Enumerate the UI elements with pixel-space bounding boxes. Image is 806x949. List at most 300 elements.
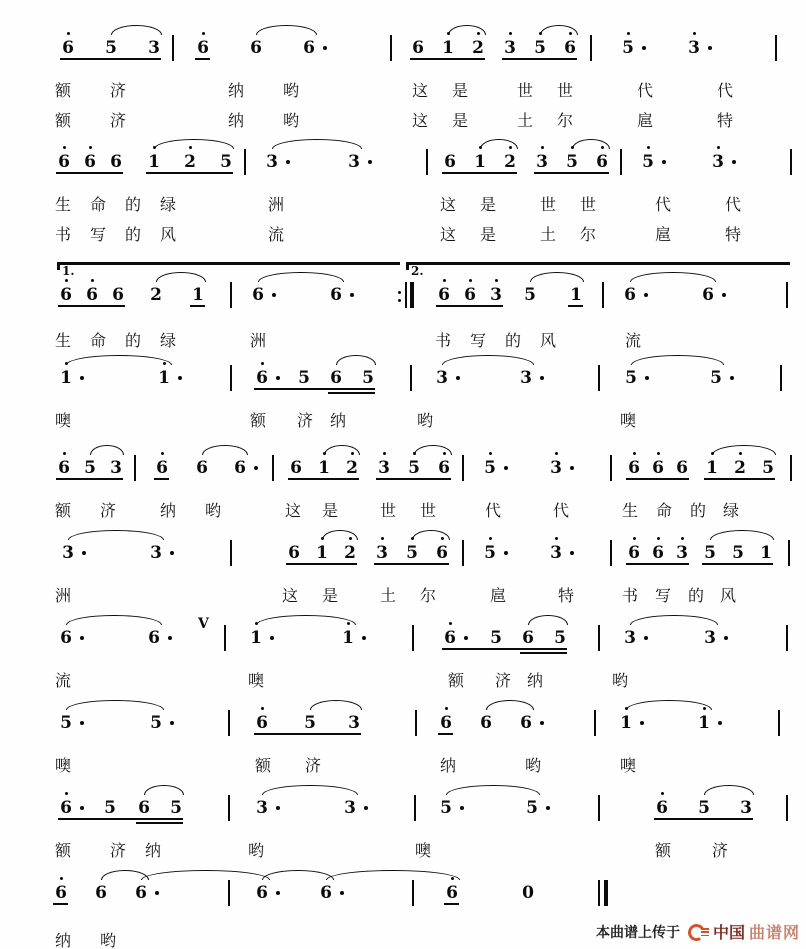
final-barline-thin	[598, 880, 600, 906]
slur-arc	[712, 445, 776, 455]
slur-arc	[154, 139, 234, 149]
note-glyph: 1	[570, 285, 582, 305]
duration-dot	[718, 721, 722, 725]
octave-dot	[657, 452, 660, 455]
slur-arc	[486, 700, 534, 710]
octave-dot	[89, 146, 92, 149]
duration-dot	[504, 551, 508, 555]
octave-dot	[717, 146, 720, 149]
duration-dot	[350, 293, 354, 297]
note-glyph: 3	[621, 628, 639, 648]
note-glyph: 3	[487, 285, 505, 305]
note-glyph: 2	[731, 458, 749, 478]
lyric-char: 额	[255, 756, 272, 775]
octave-dot	[261, 707, 264, 710]
lyric-char: 世	[380, 501, 397, 520]
lyric-char: 这	[440, 195, 457, 214]
volta-label: 2.	[411, 264, 424, 278]
note-glyph: 1	[617, 713, 635, 733]
note-glyph: 3	[673, 543, 691, 563]
lyric-char: 额	[250, 411, 267, 430]
slur-arc	[111, 25, 162, 35]
barline	[610, 540, 612, 566]
slur-arc	[68, 530, 164, 540]
note-glyph: 3	[547, 543, 565, 563]
barline	[462, 455, 464, 481]
slur-arc	[540, 25, 578, 35]
beam-underline	[442, 172, 517, 174]
beam-underline	[288, 478, 359, 480]
note-glyph: 6	[517, 713, 535, 733]
duration-dot	[170, 721, 174, 725]
note-glyph: 5	[619, 38, 637, 58]
slur-arc	[336, 355, 376, 365]
note-glyph: 5	[762, 458, 774, 478]
beam-underline	[195, 58, 210, 60]
lyric-char: 噢	[55, 756, 72, 775]
note-glyph: 1	[313, 543, 331, 563]
barline	[410, 365, 412, 391]
note-glyph: 6	[153, 458, 171, 478]
lyric-char: 流	[55, 671, 72, 690]
site-name-rest: 曲谱网	[749, 923, 801, 942]
lyric-char: 济	[495, 671, 512, 690]
note-glyph: 3	[148, 38, 160, 58]
note-glyph: 6	[132, 883, 150, 903]
note-glyph: 5	[524, 285, 536, 305]
lyric-char: 的	[690, 501, 707, 520]
beam-underline	[444, 903, 459, 905]
barline	[426, 149, 428, 175]
note-glyph: 6	[138, 798, 150, 818]
barline	[228, 795, 230, 821]
slur-arc	[262, 785, 358, 795]
barline	[780, 365, 782, 391]
lyric-char: 洲	[250, 331, 267, 350]
slur-arc	[66, 700, 164, 710]
note-glyph: 6	[461, 285, 479, 305]
octave-dot	[647, 146, 650, 149]
lyric-char: 生	[55, 195, 72, 214]
lyric-char: 尔	[557, 111, 574, 130]
lyric-char: 的	[505, 331, 522, 350]
slur-arc	[414, 445, 452, 455]
note-glyph: 5	[531, 38, 549, 58]
duration-dot	[540, 376, 544, 380]
note-glyph: 2	[501, 152, 519, 172]
lyric-char: 代	[725, 195, 742, 214]
beam-underline	[626, 478, 689, 480]
note-glyph: 6	[59, 38, 77, 58]
duration-dot	[464, 636, 468, 640]
lyric-char: 写	[90, 225, 107, 244]
lyric-char: 哟	[283, 81, 300, 100]
barline	[775, 35, 777, 61]
slur-arc	[626, 700, 712, 710]
note-glyph: 5	[490, 628, 502, 648]
note-glyph: 1	[471, 152, 489, 172]
lyric-char: 额	[55, 501, 72, 520]
duration-dot	[254, 466, 258, 470]
duration-dot	[323, 46, 327, 50]
barline	[228, 880, 230, 906]
note-glyph: 6	[676, 458, 688, 478]
lyric-char: 世	[557, 81, 574, 100]
lyric-char: 风	[720, 586, 737, 605]
slur-arc	[446, 785, 540, 795]
lyric-char: 纳	[527, 671, 544, 690]
lyric-char: 命	[656, 501, 673, 520]
slur-arc	[480, 139, 518, 149]
duration-dot	[724, 636, 728, 640]
lyric-char: 济	[100, 501, 117, 520]
lyric-char: 命	[90, 331, 107, 350]
note-glyph: 6	[412, 38, 424, 58]
volta-bracket-tick	[57, 262, 60, 270]
note-glyph: 5	[170, 798, 182, 818]
note-glyph: 6	[327, 285, 345, 305]
beam-underline	[410, 58, 485, 60]
barline	[230, 282, 232, 308]
duration-dot	[732, 160, 736, 164]
watermark-text: 本曲谱上传于	[596, 924, 680, 941]
note-glyph: 6	[699, 285, 717, 305]
lyric-char: 土	[380, 586, 397, 605]
lyric-char: 哟	[283, 111, 300, 130]
lyric-char: 世	[420, 501, 437, 520]
barline	[786, 282, 788, 308]
octave-dot	[509, 32, 512, 35]
slur-arc	[156, 272, 206, 282]
octave-dot	[63, 452, 66, 455]
lyric-char: 世	[517, 81, 534, 100]
barline	[172, 35, 174, 61]
barline	[224, 625, 226, 651]
beam-underline	[154, 478, 169, 480]
lyric-char: 绿	[723, 501, 740, 520]
lyric-char: 是	[322, 586, 339, 605]
slur-arc	[66, 355, 172, 365]
note-glyph: 3	[740, 798, 752, 818]
note-glyph: 1	[192, 285, 204, 305]
final-barline-thick	[604, 880, 608, 906]
lyric-char: 的	[125, 225, 142, 244]
lyric-char: 生	[622, 501, 639, 520]
lyric-char: 土	[517, 111, 534, 130]
octave-dot	[627, 32, 630, 35]
barline	[272, 455, 274, 481]
slur-arc	[272, 139, 362, 149]
note-glyph: 6	[55, 152, 73, 172]
duration-dot	[276, 806, 280, 810]
barline	[414, 795, 416, 821]
octave-dot	[161, 452, 164, 455]
lyric-char: 生	[55, 331, 72, 350]
lyric-char: 书	[622, 586, 639, 605]
site-logo-icon	[688, 923, 709, 940]
beam-underline	[60, 58, 161, 60]
lyric-char: 世	[540, 195, 557, 214]
lyric-char: 纳	[55, 931, 72, 949]
note-glyph: 6	[253, 713, 271, 733]
lyric-char: 特	[725, 225, 742, 244]
barline	[590, 35, 592, 61]
note-glyph: 6	[112, 285, 124, 305]
lyric-char: 写	[470, 331, 487, 350]
barline	[412, 625, 414, 651]
slur-arc	[530, 272, 584, 282]
note-glyph: 6	[444, 152, 456, 172]
slur-arc	[256, 615, 356, 625]
duration-dot	[362, 636, 366, 640]
note-glyph: 3	[701, 628, 719, 648]
lyric-char: 洲	[55, 586, 72, 605]
lyric-char: 代	[485, 501, 502, 520]
note-glyph: 3	[547, 458, 565, 478]
note-glyph: 1	[760, 543, 772, 563]
slur-arc	[630, 615, 718, 625]
beam-underline	[442, 648, 567, 650]
octave-dot	[202, 32, 205, 35]
note-glyph: 6	[435, 458, 453, 478]
note-glyph: 6	[653, 798, 671, 818]
volta-bracket-line	[406, 262, 790, 265]
note-glyph: 6	[621, 285, 639, 305]
duration-dot	[80, 721, 84, 725]
note-glyph: 1	[247, 628, 265, 648]
octave-dot	[67, 32, 70, 35]
slur-arc	[258, 272, 344, 282]
octave-dot	[693, 32, 696, 35]
slur-arc	[141, 870, 270, 880]
lyric-char: 噢	[620, 756, 637, 775]
slur-arc	[256, 25, 317, 35]
note-glyph: 5	[437, 798, 455, 818]
note-glyph: 5	[622, 368, 640, 388]
lyric-char: 济	[110, 81, 127, 100]
lyric-char: 风	[540, 331, 557, 350]
slur-arc	[630, 272, 716, 282]
beam-underline	[136, 822, 183, 824]
note-glyph: 5	[104, 798, 116, 818]
duration-dot	[276, 376, 280, 380]
note-glyph: 5	[362, 368, 374, 388]
octave-dot	[495, 279, 498, 282]
lyric-char: 纳	[228, 111, 245, 130]
octave-dot	[681, 537, 684, 540]
slur-arc	[322, 530, 358, 540]
lyric-char: 特	[558, 586, 575, 605]
note-glyph: 5	[304, 713, 316, 733]
note-glyph: 1	[695, 713, 713, 733]
lyric-char: 纳	[160, 501, 177, 520]
note-glyph: 6	[625, 543, 643, 563]
octave-dot	[443, 279, 446, 282]
note-glyph: 5	[707, 368, 725, 388]
lyric-char: 这	[282, 586, 299, 605]
lyric-char: 写	[655, 586, 672, 605]
note-glyph: 2	[469, 38, 487, 58]
repeat-dot	[398, 291, 401, 294]
lyric-char: 这	[412, 111, 429, 130]
duration-dot	[730, 376, 734, 380]
lyric-char: 额	[55, 111, 72, 130]
note-glyph: 1	[315, 458, 333, 478]
note-glyph: 1	[57, 368, 75, 388]
octave-dot	[661, 792, 664, 795]
octave-dot	[261, 362, 264, 365]
note-glyph: 6	[83, 285, 101, 305]
lyric-char: 代	[717, 81, 734, 100]
lyric-char: 代	[553, 501, 570, 520]
duration-dot	[276, 891, 280, 895]
slur-arc	[710, 530, 774, 540]
duration-dot	[178, 376, 182, 380]
note-glyph: 5	[704, 543, 716, 563]
beam-underline	[53, 903, 68, 905]
duration-dot	[645, 376, 649, 380]
slur-arc	[631, 355, 724, 365]
slur-arc	[528, 615, 568, 625]
barline	[620, 149, 622, 175]
note-glyph: 1	[145, 152, 163, 172]
barline	[415, 710, 417, 736]
note-glyph: 5	[57, 713, 75, 733]
octave-dot	[65, 792, 68, 795]
lyric-char: 的	[688, 586, 705, 605]
note-glyph: 3	[685, 38, 703, 58]
note-glyph: 3	[373, 543, 391, 563]
lyric-char: 噢	[248, 671, 265, 690]
note-glyph: 5	[405, 458, 423, 478]
octave-dot	[541, 146, 544, 149]
repeat-barline-thick	[410, 282, 414, 308]
beam-underline	[56, 478, 123, 480]
duration-dot	[170, 551, 174, 555]
beam-underline	[534, 172, 609, 174]
beam-underline	[568, 305, 583, 307]
site-name-cn: 中国	[713, 923, 746, 942]
repeat-dot	[398, 299, 401, 302]
note-glyph: 6	[196, 458, 208, 478]
duration-dot	[504, 466, 508, 470]
barline	[230, 365, 232, 391]
note-glyph: 2	[341, 543, 359, 563]
lyric-char: 噢	[55, 411, 72, 430]
octave-dot	[657, 537, 660, 540]
beam-underline	[654, 818, 753, 820]
beam-underline	[58, 305, 125, 307]
note-glyph: 5	[563, 152, 581, 172]
slur-arc	[66, 615, 162, 625]
barline	[230, 540, 232, 566]
rest-glyph: 0	[522, 883, 534, 903]
duration-dot	[644, 636, 648, 640]
lyric-char: 扈	[490, 586, 507, 605]
octave-dot	[489, 452, 492, 455]
barline	[462, 540, 464, 566]
note-glyph: 6	[253, 883, 271, 903]
note-glyph: 6	[250, 38, 262, 58]
slur-arc	[262, 870, 334, 880]
note-glyph: 6	[433, 543, 451, 563]
lyric-char: 额	[55, 841, 72, 860]
barline	[228, 710, 230, 736]
beam-underline	[438, 733, 453, 735]
duration-dot	[155, 891, 159, 895]
duration-dot	[662, 160, 666, 164]
slur-arc	[144, 785, 184, 795]
volta-label: 1.	[62, 264, 75, 278]
note-glyph: 6	[57, 285, 75, 305]
logo-e-bars	[701, 928, 709, 936]
lyric-char: 是	[480, 195, 497, 214]
slur-arc	[704, 785, 754, 795]
lyric-char: 洲	[268, 195, 285, 214]
breath-mark: V	[198, 616, 209, 632]
note-glyph: 6	[145, 628, 163, 648]
barline	[598, 365, 600, 391]
duration-dot	[570, 466, 574, 470]
lyric-char: 是	[452, 81, 469, 100]
octave-dot	[489, 537, 492, 540]
slur-arc	[326, 870, 460, 880]
lyric-char: 哟	[100, 931, 117, 949]
note-glyph: 5	[147, 713, 165, 733]
lyric-char: 土	[540, 225, 557, 244]
octave-dot	[555, 452, 558, 455]
note-glyph: 3	[709, 152, 727, 172]
beam-underline	[702, 563, 773, 565]
duration-dot	[80, 636, 84, 640]
barline	[134, 455, 136, 481]
note-glyph: 2	[181, 152, 199, 172]
duration-dot	[456, 376, 460, 380]
note-glyph: 6	[110, 152, 122, 172]
note-glyph: 6	[561, 38, 579, 58]
lyric-char: 是	[322, 501, 339, 520]
lyric-char: 济	[305, 756, 322, 775]
octave-dot	[633, 537, 636, 540]
note-glyph: 6	[625, 458, 643, 478]
lyric-char: 流	[268, 225, 285, 244]
duration-dot	[82, 551, 86, 555]
note-glyph: 6	[249, 285, 267, 305]
lyric-char: 是	[452, 111, 469, 130]
lyric-char: 绿	[160, 195, 177, 214]
note-glyph: 6	[290, 458, 302, 478]
note-glyph: 6	[437, 713, 455, 733]
note-glyph: 6	[522, 628, 534, 648]
lyric-char: 流	[625, 331, 642, 350]
barline	[788, 540, 790, 566]
note-glyph: 1	[155, 368, 173, 388]
duration-dot	[168, 636, 172, 640]
note-glyph: 3	[147, 543, 165, 563]
duration-dot	[540, 721, 544, 725]
lyric-char: 代	[655, 195, 672, 214]
beam-underline	[328, 392, 375, 394]
duration-dot	[340, 891, 344, 895]
note-glyph: 5	[698, 798, 710, 818]
barline	[598, 795, 600, 821]
note-glyph: 6	[95, 883, 107, 903]
octave-dot	[383, 452, 386, 455]
note-glyph: 6	[288, 543, 300, 563]
volta-bracket-line	[57, 262, 400, 265]
note-glyph: 5	[639, 152, 657, 172]
duration-dot	[722, 293, 726, 297]
